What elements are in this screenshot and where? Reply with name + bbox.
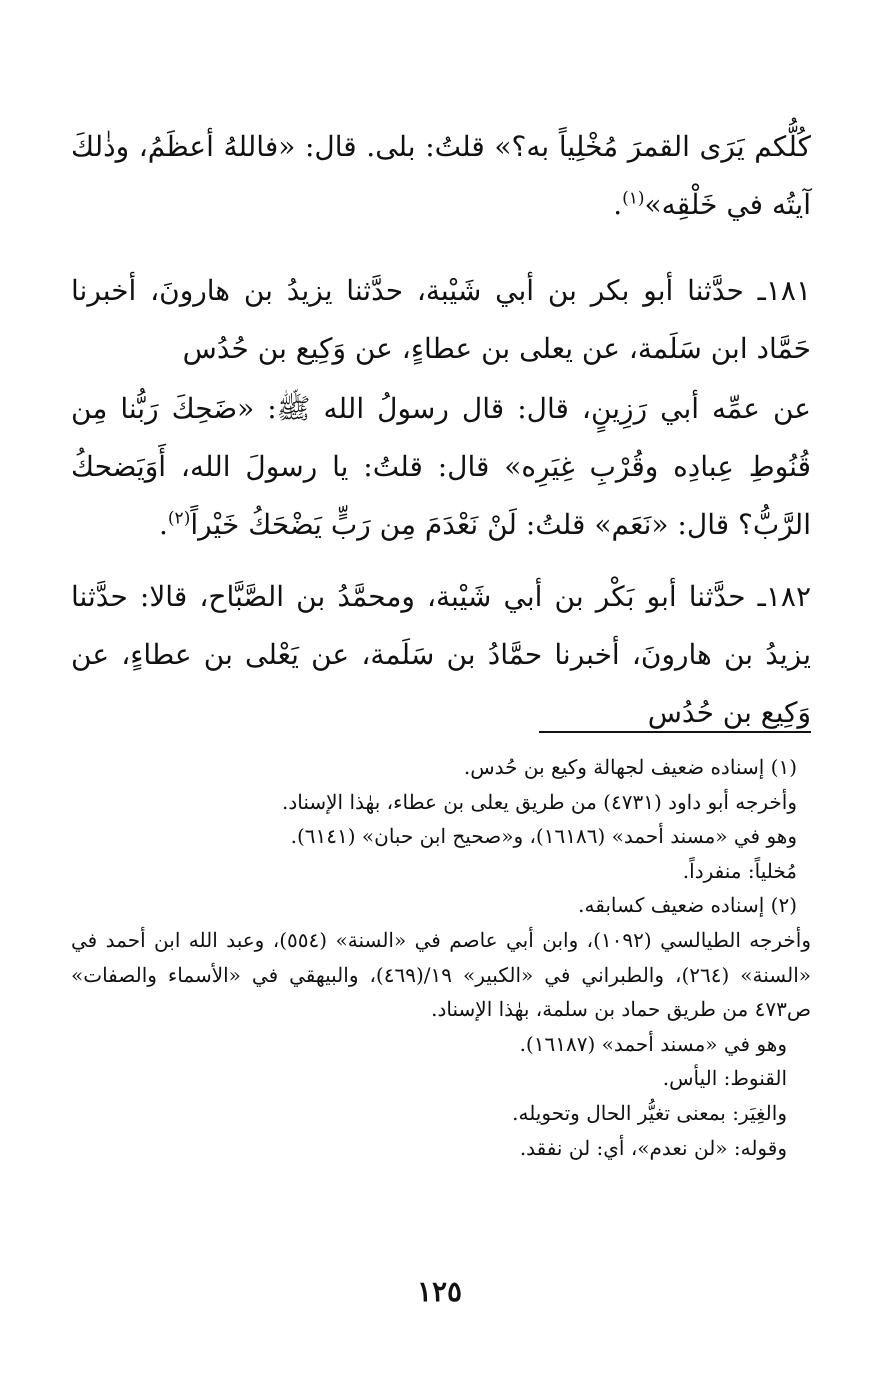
footnote-2-gloss-qunut: القنوط: اليأس. — [662, 1066, 787, 1091]
paragraph-hadith-182-isnad — [71, 568, 811, 742]
footnote-2-gloss-ghiyar: والغِيَر: بمعنى تغيُّر الحال وتحويله. — [512, 1100, 787, 1125]
footnote-2-takhrij: وأخرجه الطيالسي (١٠٩٢)، وابن أبي عاصم في «السنة» (٥٥٤)، وعبد الله ابن أحمد في «السنة» (٢٦٤)، والطبراني في «الكبير» ١٩/(٤٦٩)، والبيهقي في «الأسماء والصفات» ص٤٧٣ من طريق حماد بن سلمة، بهٰذا الإسناد. — [71, 927, 812, 1022]
paragraph-hadith-181-isnad — [71, 262, 811, 378]
footnote-2-grading: (٢) إسناده ضعيف كسابقه. — [578, 893, 797, 918]
paragraph-period: . — [159, 508, 168, 541]
paragraph-text: كُلُّكم يَرَى القمرَ مُخْلِياً به؟» قلتُ: بلى. قال: «فاللهُ أعظَمُ، وذٰلكَ آيتُه في خَلْقِه» — [71, 130, 811, 221]
paragraph-period: . — [613, 188, 623, 221]
footnote-2-gloss-nadam: وقوله: «لن نعدم»، أي: لن نفقد. — [519, 1135, 787, 1160]
paragraph-text: ١٨٢ـ حدَّثنا أبو بَكْر بن أبي شَيْبة، ومحمَّدُ بن الصَّبَّاح، قالا: حدَّثنا يزيدُ بن هارونَ، أخبرنا حمَّادُ بن سَلَمة، عن يَعْلى بن عطاءٍ، عن وَكِيع بن حُدُس — [71, 580, 812, 729]
footnote-2-musnad: وهو في «مسند أحمد» (١٦١٨٧). — [519, 1031, 787, 1056]
footnote-1-grading: (١) إسناده ضعيف لجهالة وكيع بن حُدس. — [463, 755, 797, 779]
footnote-1-takhrij: وأخرجه أبو داود (٤٧٣١) من طريق يعلى بن عطاء، بهٰذا الإسناد. — [281, 789, 797, 814]
footnote-separator — [539, 731, 811, 733]
paragraph-text: عن عمِّه أبي رَزِينٍ، قال: قال رسولُ الله ﷺ: «ضَحِكَ رَبُّنا مِن قُنُوطِ عِبادِه وقُرْبِ غِيَرِه» قال: قلتُ: يا رسولَ الله، أَوَيَضحكُ الرَّبُّ؟ قال: «نَعَم» قلتُ: لَنْ نَعْدَمَ مِن رَبٍّ يَضْحَكُ خَيْراً — [71, 392, 811, 541]
paragraph-text: ١٨١ـ حدَّثنا أبو بكر بن أبي شَيْبة، حدَّثنا يزيدُ بن هارونَ، أخبرنا حَمَّاد ابن سَلَمة، عن يعلى بن عطاءٍ، عن وَكِيع بن حُدُس — [71, 274, 811, 365]
paragraph-hadith-180-end — [71, 118, 811, 234]
footnote-ref-1: (١) — [622, 188, 645, 209]
footnote-ref-2: (٢) — [167, 508, 191, 529]
paragraph-hadith-181-matn — [71, 380, 811, 554]
page-number: ١٢٥ — [416, 1275, 463, 1308]
footnote-1-musnad: وهو في «مسند أحمد» (١٦١٨٦)، و«صحيح ابن حبان» (٦١٤١). — [290, 824, 797, 849]
footnotes — [71, 750, 811, 1165]
footnote-1-gloss: مُخلياً: منفرداً. — [682, 858, 797, 883]
